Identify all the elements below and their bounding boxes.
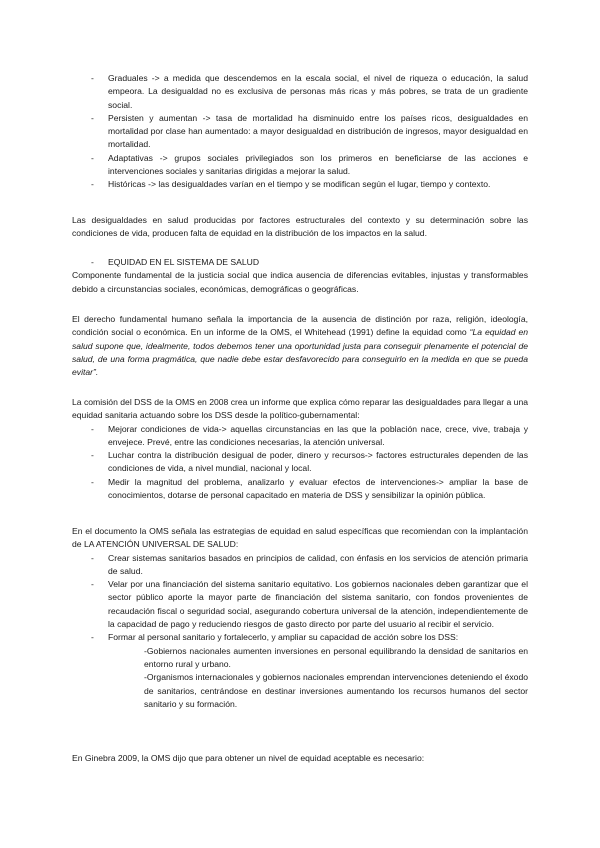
- list-item: - Velar por una financiación del sistema sanitario equitativo. Los gobiernos nacionales deben garantizar que el sector público aporte la mayor parte de financiación del sistema sanitario, con fondos provenientes de recaudación fiscal o seguridad social, asegurando cobertura universal de la atención, independientemente de la capacidad de pago y reduciendo riesgos de gasto directo por parte del usuario al recibir el servicio.: [91, 579, 528, 630]
- bullet-dash: -: [91, 152, 94, 163]
- list-item: - Históricas -> las desigualdades varían en el tiempo y se modifican según el lugar, tiempo y contexto.: [72, 178, 528, 191]
- equity-section: [72, 256, 528, 296]
- bullet-dash: -: [91, 423, 94, 434]
- list-item: - Adaptativas -> grupos sociales privilegiados son los primeros en beneficiarse de las acciones e intervenciones sociales y sanitarias dirigidas a mejorar la salud.: [91, 152, 528, 177]
- sub-item: -Gobiernos nacionales aumenten inversiones en personal equilibrando la densidad de sanitarios en entorno rural y urbano.: [144, 645, 528, 669]
- list-item: - Mejorar condiciones de vida-> aquellas circunstancias en las que la población nace, crece, vive, trabaja y envejece. Prevé, entre las condiciones necesarias, la atención universal.: [91, 423, 528, 447]
- list-item: - Luchar contra la distribución desigual de poder, dinero y recursos-> factores estructurales dependen de las condiciones de vida, a nivel mundial, nacional y local.: [91, 450, 528, 474]
- sub-item: -Organismos internacionales y gobiernos nacionales emprendan intervenciones deteniendo el éxodo de sanitarios, centrándose en destinar inversiones aumentando los recursos humanos del sector sanitario y su formación.: [144, 672, 528, 709]
- paragraph-inequalities: Las desigualdades en salud producidas por factores estructurales del contexto y su determinación sobre las condiciones de vida, producen falta de equidad en la distribución de los impactos en la salud.: [72, 215, 528, 239]
- list-item: - Persisten y aumentan -> tasa de mortalidad ha disminuido entre los países ricos, desigualdades en mortalidad por clase han aumentado: a mayor desigualdad en distribución de ingresos, mayor desigualdad en mortalidad.: [91, 112, 528, 150]
- bullet-dash: -: [91, 579, 94, 590]
- list-item: - Crear sistemas sanitarios basados en principios de calidad, con énfasis en los servicios de atención primaria de salud.: [91, 552, 528, 576]
- list-item: - Graduales -> a medida que descendemos en la escala social, el nivel de riqueza o educación, la salud empeora. La desigualdad no es exclusiva de personas más ricas y más pobres, se trata de un gradiente social.: [91, 73, 528, 110]
- bullet-dash: -: [91, 73, 94, 83]
- list-item: - Formar al personal sanitario y fortalecerlo, y ampliar su capacidad de acción sobre los DSS:: [72, 631, 528, 644]
- bullet-dash: -: [91, 476, 94, 487]
- bullet-dash: -: [91, 552, 94, 563]
- bullet-dash: -: [91, 450, 94, 461]
- bullet-dash: -: [91, 257, 94, 267]
- list-item: - Medir la magnitud del problema, analizarlo y evaluar efectos de intervenciones-> ampliar la base de conocimientos, dotarse de personal capacitado en materia de DSS y sensibilizar la opinión pública.: [91, 476, 528, 501]
- inequality-types-list: [72, 72, 528, 192]
- paragraph-whitehead: El derecho fundamental humano señala la importancia de la ausencia de distinción por raza, religión, ideología, condición social o económica. En un informe de la OMS, el Whitehead (1991) define la equidad como “La equidad en salud supone que, idealmente, todos debemos tener una oportunidad justa para conseguir plenamente el potencial de salud, de una forma pragmática, que nadie debe estar desfavorecido para conseguirlo en la medida en que se pueda evitar”.: [72, 314, 528, 378]
- bullet-dash: -: [91, 112, 94, 123]
- bullet-dash: -: [91, 632, 94, 643]
- bullet-dash: -: [91, 179, 94, 190]
- commission-section: La comisión del DSS de la OMS en 2008 crea un informe que explica cómo reparar las desigualdades para llegar a una equidad sanitaria actuando sobre los DSS desde la político-gubernamental: - Mejorar condiciones de vida-> aquellas circunstancias en las que la población nace, crece, vive, trabaja y envejece. Prevé, entre las condiciones necesarias, la atención universal. - Luchar contra la distribución desigual de poder, dinero y recursos-> factores estructurales dependen de las condiciones de vida, a nivel mundial, nacional y local. - Medir la magnitud del problema, analizarlo y evaluar efectos de intervenciones-> ampliar la base de conocimientos, dotarse de personal capacitado en materia de DSS y sensibilizar la opinión pública.: [72, 396, 528, 502]
- section-heading: - EQUIDAD EN EL SISTEMA DE SALUD: [72, 256, 528, 269]
- strategies-section: En el documento la OMS señala las estrategias de equidad en salud específicas que recomiendan con la implantación de LA ATENCIÓN UNIVERSAL DE SALUD: - Crear sistemas sanitarios basados en principios de calidad, con énfasis en los servicios de atención primaria de salud. - Velar por una financiación del sistema sanitario equitativo. Los gobiernos nacionales deben garantizar que el sector público aporte la mayor parte de financiación del sistema sanitario, con fondos provenientes de recaudación fiscal o seguridad social, asegurando cobertura universal de la atención, independientemente de la capacidad de pago y reduciendo riesgos de gasto directo por parte del usuario al recibir el servicio. - Formar al personal sanitario y fortalecerlo, y ampliar su capacidad de acción sobre los DSS: -Gobiernos nacionales aumenten inversiones en personal equilibrando la densidad de sanitarios en entorno rural y urbano. -Organismos internacionales y gobiernos nacionales emprendan intervenciones deteniendo el éxodo de sanitarios, centrándose en destinar inversiones aumentando los recursos humanos del sector sanitario y su formación.: [72, 525, 528, 711]
- equity-definition: Componente fundamental de la justicia social que indica ausencia de diferencias evitables, injustas y transformables debido a circunstancias sociales, económicas, demográficas o geográficas.: [72, 270, 528, 294]
- paragraph-geneva: En Ginebra 2009, la OMS dijo que para obtener un nivel de equidad aceptable es necesario:: [72, 753, 425, 763]
